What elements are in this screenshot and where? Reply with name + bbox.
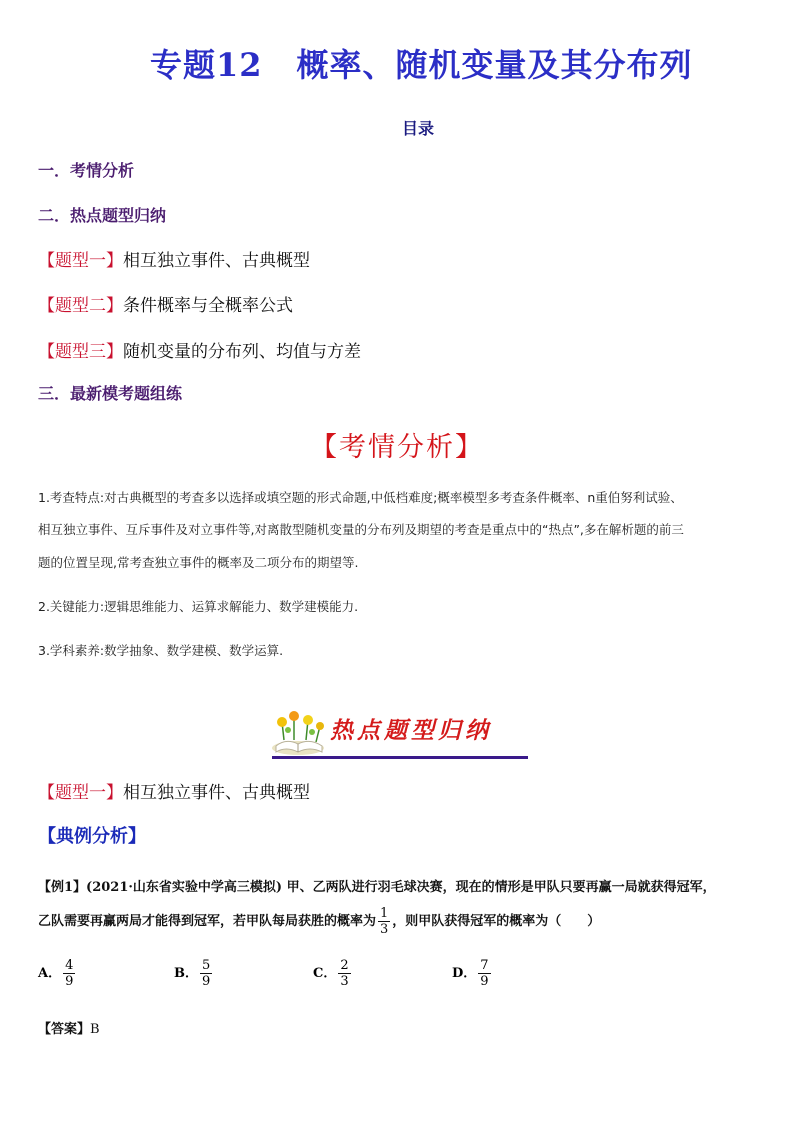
- paragraph-1-line-2: 相互独立事件、互斥事件及对立事件等,对离散型随机变量的分布列及期望的考查是重点中的“热点”,多在解析题的前三: [38, 522, 684, 537]
- option-d[interactable]: [452, 958, 493, 989]
- type-label: 相互独立事件、古典概型: [123, 251, 310, 271]
- fraction-numerator: 2: [340, 958, 349, 973]
- example-line-1: 【例1】(2021·山东省实验中学高三模拟) 甲、乙两队进行羽毛球决赛，现在的情形是甲队只要再赢一局就获得冠军，: [38, 880, 716, 895]
- toc-section-hot-types[interactable]: 二．热点题型归纳: [38, 206, 167, 225]
- example-line-2-text: 乙队需要再赢两局才能得到冠军，若甲队每局获胜的概率为: [38, 914, 377, 929]
- fraction-denominator: 3: [340, 974, 349, 989]
- example-analysis-heading: 【典例分析】: [38, 826, 146, 847]
- paragraph-1-line-1: 1.考查特点:对古典概型的考查多以选择或填空题的形式命题,中低档难度;概率模型多考查条件概率、n重伯努利试验、: [38, 490, 683, 505]
- title-topic-number: 专题12: [150, 46, 263, 84]
- fraction-numerator: 4: [65, 958, 74, 973]
- toc-heading: 目录: [401, 119, 434, 138]
- fraction-denominator: 9: [202, 974, 211, 989]
- type-bracket: 【题型一】: [38, 783, 123, 803]
- option-label: C．: [313, 966, 337, 981]
- answer-value: B: [90, 1022, 100, 1037]
- option-fraction: [200, 958, 212, 989]
- fraction-numerator: 5: [202, 958, 211, 973]
- type-label: 相互独立事件、古典概型: [123, 783, 310, 803]
- toc-section-analysis[interactable]: 一．考情分析: [38, 161, 135, 180]
- banner-underline: [272, 756, 528, 759]
- fraction-denominator: 9: [480, 974, 489, 989]
- answer-line: [38, 1018, 100, 1037]
- paragraph-1-line-3: 题的位置呈现,常考查独立事件的概率及二项分布的期望等.: [38, 555, 359, 570]
- toc-type-2[interactable]: [38, 291, 293, 316]
- hot-types-banner-text: 热点题型归纳: [330, 717, 492, 744]
- toc-section-practice[interactable]: 三．最新模考题组练: [38, 384, 183, 403]
- type-bracket: 【题型一】: [38, 251, 123, 271]
- option-label: A．: [38, 966, 62, 981]
- option-fraction: [63, 958, 75, 989]
- example-line-2: [38, 906, 600, 937]
- toc-type-3[interactable]: [38, 337, 361, 362]
- fraction-numerator: 1: [380, 906, 389, 921]
- paragraph-3: 3.学科素养:数学抽象、数学建模、数学运算.: [38, 643, 284, 658]
- option-c[interactable]: [313, 958, 353, 989]
- fraction-denominator: 3: [380, 922, 389, 937]
- type-label: 条件概率与全概率公式: [123, 296, 293, 316]
- answer-label: 【答案】: [38, 1022, 91, 1037]
- example-line-2-end: ，则甲队获得冠军的概率为（ ）: [392, 914, 601, 929]
- type-1-heading: [38, 778, 310, 803]
- fraction-denominator: 9: [65, 974, 74, 989]
- option-label: B．: [174, 966, 198, 981]
- paragraph-2: 2.关键能力:逻辑思维能力、运算求解能力、数学建模能力.: [38, 599, 359, 614]
- toc-type-1[interactable]: [38, 246, 310, 271]
- option-fraction: [338, 958, 350, 989]
- title-topic-name: 概率、随机变量及其分布列: [296, 46, 693, 84]
- type-bracket: 【题型二】: [38, 296, 123, 316]
- analysis-heading: 【考情分析】: [310, 432, 484, 463]
- option-fraction: [478, 958, 490, 989]
- type-bracket: 【题型三】: [38, 342, 123, 362]
- probability-fraction: [378, 906, 390, 937]
- option-a[interactable]: [38, 958, 77, 989]
- option-b[interactable]: [174, 958, 214, 989]
- option-label: D．: [452, 966, 477, 981]
- fraction-numerator: 7: [480, 958, 489, 973]
- page-title: [150, 40, 693, 86]
- type-label: 随机变量的分布列、均值与方差: [123, 342, 361, 362]
